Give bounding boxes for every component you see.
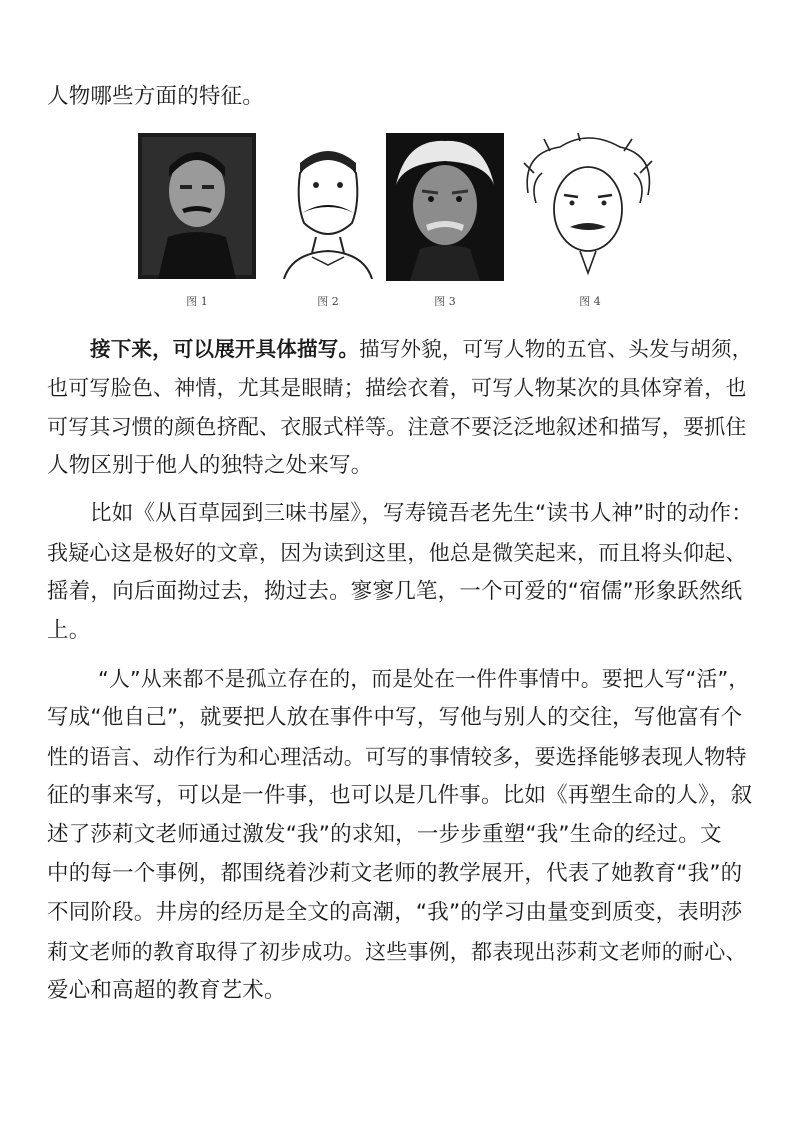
- paragraph-1-lead: 接下来，可以展开具体描写。: [90, 337, 360, 361]
- paragraph-2-line-1: 比如《从百草园到三味书屋》，写寿镜吾老先生“读书人神”时的动作：: [90, 501, 753, 526]
- paragraph-3-line-7: 不同阶段。井房的经历是全文的高潮，“我”的学习由量变到质变，表明莎: [47, 900, 743, 925]
- figure-4-caption: 图 4: [579, 295, 601, 308]
- figure-2-caption: 图 2: [317, 295, 339, 308]
- paragraph-3-line-8: 莉文老师的教育取得了初步成功。这些事例，都表现出莎莉文老师的耐心、: [47, 940, 747, 964]
- figure-row: [130, 133, 670, 313]
- paragraph-1-line-3: 可写其习惯的颜色挤配、衣服式样等。注意不要泛泛地叙述和描写，要抓住: [47, 415, 747, 439]
- paragraph-1-lead-rest: 描写外貌，可写人物的五官、头发与胡须，: [359, 337, 753, 361]
- intro-tail-text: 人物哪些方面的特征。: [47, 84, 265, 109]
- paragraph-3-line-2: 写成“他自己”，就要把人放在事件中写，写他与别人的交往，写他富有个: [47, 705, 743, 730]
- paragraph-2-line-3: 摇着，向后面拗过去，拗过去。寥寥几笔，一个可爱的“宿儒”形象跃然纸: [47, 579, 743, 604]
- paragraph-1-line-1: [90, 334, 752, 364]
- caricature-einstein-icon: [520, 133, 656, 283]
- paragraph-1-line-4: 人物区别于他人的独特之处来写。: [47, 453, 373, 478]
- paragraph-2-line-4: 上。: [47, 618, 91, 643]
- figure-1-caption: 图 1: [186, 295, 208, 308]
- paragraph-1-line-2: 也可写脸色、神情，尤其是眼睛；描绘衣着，可写人物某次的具体穿着，也: [47, 376, 747, 400]
- figure-3: [386, 133, 504, 308]
- paragraph-3-line-1: “人”从来都不是孤立存在的，而是处在一件件事情中。要把人写“活”，: [98, 667, 750, 691]
- portrait-photo-luxun-icon: [138, 133, 256, 279]
- paragraph-3-line-3: 性的语言、动作行为和心理活动。可写的事情较多，要选择能够表现人物特: [47, 745, 747, 769]
- portrait-photo-einstein-icon: [386, 133, 504, 281]
- figure-3-caption: 图 3: [434, 295, 456, 308]
- paragraph-3-line-4: 征的事来写，可以是一件事，也可以是几件事。比如《再塑生命的人》，叙: [47, 783, 753, 808]
- caricature-luxun-icon: [272, 133, 384, 279]
- figure-1: [138, 133, 256, 308]
- paragraph-3-line-9: 爱心和高超的教育艺术。: [47, 978, 286, 1003]
- paragraph-2-line-2: 我疑心这是极好的文章，因为读到这里，他总是微笑起来，而且将头仰起、: [47, 541, 747, 565]
- paragraph-3-line-5: 述了莎莉文老师通过激发“我”的求知，一步步重塑“我”生命的经过。文: [47, 822, 722, 847]
- figure-4: [520, 133, 656, 308]
- figure-2: [272, 133, 384, 308]
- paragraph-3-line-6: 中的每一个事例，都围绕着沙莉文老师的教学展开，代表了她教育“我”的: [47, 861, 743, 886]
